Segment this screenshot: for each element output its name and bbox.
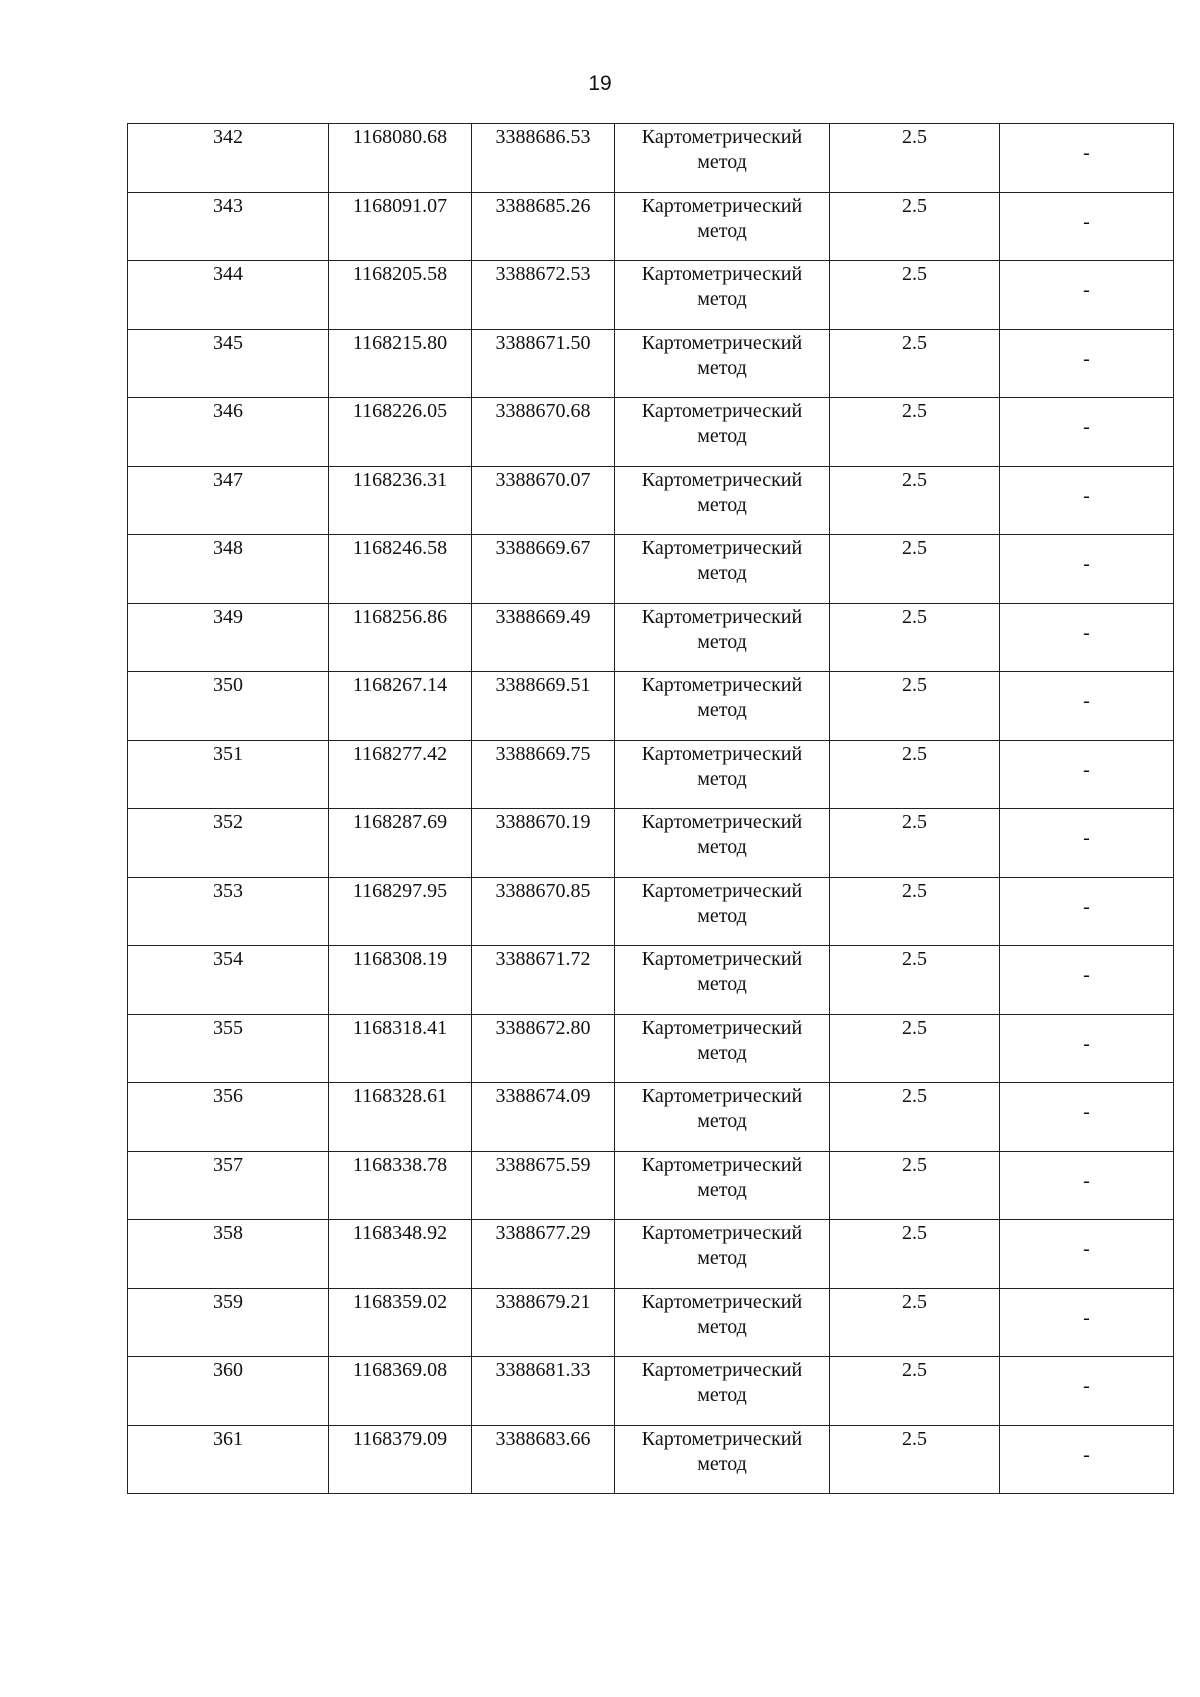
method-text-line1: Картометрический <box>641 1290 803 1313</box>
point-number-cell: 349 <box>128 603 329 672</box>
table-row <box>128 261 1174 330</box>
description-cell: - <box>1000 1151 1174 1220</box>
x-coordinate-cell: 1168277.42 <box>329 740 472 809</box>
method-text-line1: Картометрический <box>641 948 803 970</box>
point-number-cell: 342 <box>128 124 329 193</box>
description-cell: - <box>1000 192 1174 261</box>
point-number-cell: 343 <box>128 192 329 261</box>
x-coordinate-cell: 1168369.08 <box>329 1357 472 1426</box>
x-coordinate-cell: 1168256.86 <box>329 603 472 672</box>
method-cell <box>615 1288 830 1357</box>
y-coordinate-cell: 3388674.09 <box>472 1083 615 1152</box>
method-cell <box>615 672 830 741</box>
method-text-line1: Картометрический <box>641 331 803 354</box>
x-coordinate-cell: 1168359.02 <box>329 1288 472 1357</box>
method-text-line2: метод <box>697 1315 747 1338</box>
method-text-line1: Картометрический <box>641 126 803 148</box>
table-row <box>128 329 1174 398</box>
accuracy-cell: 2.5 <box>830 1357 1000 1426</box>
table-row <box>128 1083 1174 1152</box>
method-cell <box>615 1083 830 1152</box>
description-cell: - <box>1000 946 1174 1015</box>
method-cell <box>615 329 830 398</box>
y-coordinate-cell: 3388671.50 <box>472 329 615 398</box>
method-text-line1: Картометрический <box>641 1085 803 1107</box>
x-coordinate-cell: 1168338.78 <box>329 1151 472 1220</box>
y-coordinate-cell: 3388685.26 <box>472 192 615 261</box>
x-coordinate-cell: 1168267.14 <box>329 672 472 741</box>
point-number-cell: 351 <box>128 740 329 809</box>
point-number-cell: 360 <box>128 1357 329 1426</box>
y-coordinate-cell: 3388669.75 <box>472 740 615 809</box>
table-row <box>128 1425 1174 1494</box>
accuracy-cell: 2.5 <box>830 1151 1000 1220</box>
x-coordinate-cell: 1168236.31 <box>329 466 472 535</box>
method-text-line2: метод <box>697 288 747 310</box>
table-row <box>128 1357 1174 1426</box>
accuracy-cell: 2.5 <box>830 603 1000 672</box>
table-row <box>128 192 1174 261</box>
x-coordinate-cell: 1168348.92 <box>329 1220 472 1289</box>
description-cell: - <box>1000 740 1174 809</box>
method-text-line2: метод <box>697 767 747 790</box>
description-cell: - <box>1000 124 1174 193</box>
description-cell: - <box>1000 1425 1174 1494</box>
point-number-cell: 357 <box>128 1151 329 1220</box>
description-cell: - <box>1000 535 1174 604</box>
x-coordinate-cell: 1168287.69 <box>329 809 472 878</box>
table-row <box>128 809 1174 878</box>
y-coordinate-cell: 3388686.53 <box>472 124 615 193</box>
x-coordinate-cell: 1168080.68 <box>329 124 472 193</box>
y-coordinate-cell: 3388675.59 <box>472 1151 615 1220</box>
x-coordinate-cell: 1168091.07 <box>329 192 472 261</box>
table-row <box>128 877 1174 946</box>
accuracy-cell: 2.5 <box>830 946 1000 1015</box>
y-coordinate-cell: 3388670.19 <box>472 809 615 878</box>
table-row <box>128 535 1174 604</box>
method-text-line1: Картометрический <box>641 468 803 491</box>
accuracy-cell: 2.5 <box>830 261 1000 330</box>
method-cell <box>615 192 830 261</box>
table-row <box>128 1220 1174 1289</box>
x-coordinate-cell: 1168308.19 <box>329 946 472 1015</box>
point-number-cell: 356 <box>128 1083 329 1152</box>
accuracy-cell: 2.5 <box>830 1014 1000 1083</box>
point-number-cell: 359 <box>128 1288 329 1357</box>
description-cell: - <box>1000 877 1174 946</box>
method-cell <box>615 1425 830 1494</box>
accuracy-cell: 2.5 <box>830 398 1000 467</box>
method-text-line2: метод <box>697 562 747 584</box>
method-text-line2: метод <box>697 699 747 721</box>
method-cell <box>615 809 830 878</box>
description-cell: - <box>1000 1288 1174 1357</box>
accuracy-cell: 2.5 <box>830 124 1000 193</box>
method-cell <box>615 877 830 946</box>
description-cell: - <box>1000 1083 1174 1152</box>
accuracy-cell: 2.5 <box>830 192 1000 261</box>
table-row <box>128 1151 1174 1220</box>
accuracy-cell: 2.5 <box>830 1288 1000 1357</box>
x-coordinate-cell: 1168328.61 <box>329 1083 472 1152</box>
accuracy-cell: 2.5 <box>830 740 1000 809</box>
coordinates-table-body <box>128 124 1174 1494</box>
point-number-cell: 344 <box>128 261 329 330</box>
point-number-cell: 346 <box>128 398 329 467</box>
method-text-line1: Картометрический <box>641 1016 803 1039</box>
point-number-cell: 361 <box>128 1425 329 1494</box>
method-text-line1: Картометрический <box>641 605 803 628</box>
table-row <box>128 124 1174 193</box>
method-text-line1: Картометрический <box>641 1427 803 1450</box>
method-text-line2: метод <box>697 1247 747 1269</box>
description-cell: - <box>1000 261 1174 330</box>
method-cell <box>615 1151 830 1220</box>
point-number-cell: 354 <box>128 946 329 1015</box>
description-cell: - <box>1000 1220 1174 1289</box>
method-text-line1: Картометрический <box>641 742 803 765</box>
y-coordinate-cell: 3388683.66 <box>472 1425 615 1494</box>
x-coordinate-cell: 1168215.80 <box>329 329 472 398</box>
x-coordinate-cell: 1168226.05 <box>329 398 472 467</box>
method-text-line2: метод <box>697 1384 747 1406</box>
coordinates-table <box>127 123 1174 1494</box>
method-cell <box>615 603 830 672</box>
method-text-line2: метод <box>697 356 747 379</box>
description-cell: - <box>1000 672 1174 741</box>
method-text-line2: метод <box>697 493 747 516</box>
x-coordinate-cell: 1168318.41 <box>329 1014 472 1083</box>
description-cell: - <box>1000 398 1174 467</box>
method-text-line2: метод <box>697 1452 747 1475</box>
accuracy-cell: 2.5 <box>830 329 1000 398</box>
method-cell <box>615 740 830 809</box>
y-coordinate-cell: 3388669.49 <box>472 603 615 672</box>
accuracy-cell: 2.5 <box>830 535 1000 604</box>
point-number-cell: 345 <box>128 329 329 398</box>
method-cell <box>615 124 830 193</box>
description-cell: - <box>1000 1014 1174 1083</box>
method-text-line2: метод <box>697 904 747 927</box>
y-coordinate-cell: 3388671.72 <box>472 946 615 1015</box>
method-text-line1: Картометрический <box>641 263 803 285</box>
y-coordinate-cell: 3388670.68 <box>472 398 615 467</box>
method-text-line1: Картометрический <box>641 1222 803 1244</box>
method-text-line2: метод <box>697 219 747 242</box>
table-row <box>128 672 1174 741</box>
description-cell: - <box>1000 603 1174 672</box>
y-coordinate-cell: 3388679.21 <box>472 1288 615 1357</box>
y-coordinate-cell: 3388681.33 <box>472 1357 615 1426</box>
accuracy-cell: 2.5 <box>830 1220 1000 1289</box>
accuracy-cell: 2.5 <box>830 809 1000 878</box>
method-cell <box>615 535 830 604</box>
method-text-line2: метод <box>697 1110 747 1132</box>
description-cell: - <box>1000 329 1174 398</box>
method-text-line2: метод <box>697 973 747 995</box>
method-text-line2: метод <box>697 425 747 447</box>
accuracy-cell: 2.5 <box>830 672 1000 741</box>
description-cell: - <box>1000 1357 1174 1426</box>
x-coordinate-cell: 1168379.09 <box>329 1425 472 1494</box>
method-cell <box>615 466 830 535</box>
y-coordinate-cell: 3388670.07 <box>472 466 615 535</box>
accuracy-cell: 2.5 <box>830 466 1000 535</box>
method-cell <box>615 1014 830 1083</box>
x-coordinate-cell: 1168205.58 <box>329 261 472 330</box>
point-number-cell: 347 <box>128 466 329 535</box>
point-number-cell: 352 <box>128 809 329 878</box>
method-cell <box>615 261 830 330</box>
y-coordinate-cell: 3388669.67 <box>472 535 615 604</box>
method-text-line2: метод <box>697 1178 747 1201</box>
y-coordinate-cell: 3388669.51 <box>472 672 615 741</box>
x-coordinate-cell: 1168297.95 <box>329 877 472 946</box>
description-cell: - <box>1000 466 1174 535</box>
method-text-line2: метод <box>697 1041 747 1064</box>
table-row <box>128 1288 1174 1357</box>
method-text-line1: Картометрический <box>641 811 803 833</box>
y-coordinate-cell: 3388672.53 <box>472 261 615 330</box>
method-text-line1: Картометрический <box>641 674 803 696</box>
accuracy-cell: 2.5 <box>830 1083 1000 1152</box>
y-coordinate-cell: 3388670.85 <box>472 877 615 946</box>
method-text-line2: метод <box>697 630 747 653</box>
table-row <box>128 946 1174 1015</box>
accuracy-cell: 2.5 <box>830 1425 1000 1494</box>
point-number-cell: 355 <box>128 1014 329 1083</box>
method-text-line1: Картометрический <box>641 879 803 902</box>
method-text-line1: Картометрический <box>641 1359 803 1381</box>
x-coordinate-cell: 1168246.58 <box>329 535 472 604</box>
point-number-cell: 353 <box>128 877 329 946</box>
method-cell <box>615 398 830 467</box>
method-text-line1: Картометрический <box>641 1153 803 1176</box>
point-number-cell: 358 <box>128 1220 329 1289</box>
y-coordinate-cell: 3388672.80 <box>472 1014 615 1083</box>
method-text-line2: метод <box>697 836 747 858</box>
page-number: 19 <box>588 72 612 95</box>
method-text-line2: метод <box>697 151 747 173</box>
method-cell <box>615 1357 830 1426</box>
point-number-cell: 348 <box>128 535 329 604</box>
table-row <box>128 1014 1174 1083</box>
table-row <box>128 466 1174 535</box>
method-cell <box>615 946 830 1015</box>
y-coordinate-cell: 3388677.29 <box>472 1220 615 1289</box>
method-text-line1: Картометрический <box>641 400 803 422</box>
table-row <box>128 603 1174 672</box>
method-cell <box>615 1220 830 1289</box>
table-row <box>128 398 1174 467</box>
point-number-cell: 350 <box>128 672 329 741</box>
table-row <box>128 740 1174 809</box>
method-text-line1: Картометрический <box>641 194 803 217</box>
description-cell: - <box>1000 809 1174 878</box>
accuracy-cell: 2.5 <box>830 877 1000 946</box>
method-text-line1: Картометрический <box>641 537 803 559</box>
